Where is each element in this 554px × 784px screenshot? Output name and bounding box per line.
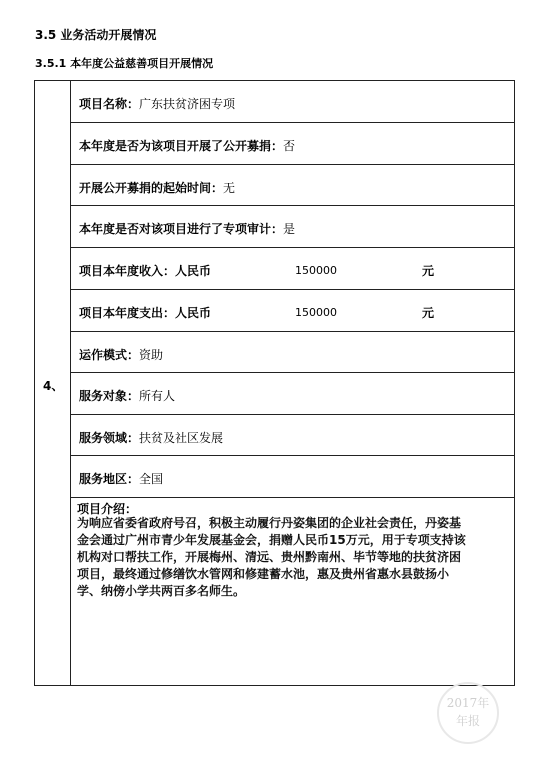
expense-label: 项目本年度支出：人民币 — [79, 306, 212, 320]
public-fundraising-value: 否 — [283, 139, 296, 153]
row-public-fundraising — [71, 123, 514, 165]
operation-mode-label: 运作模式： — [79, 348, 140, 362]
income-amount: 150000 — [295, 264, 337, 277]
row-project-name — [71, 81, 514, 123]
row-special-audit — [71, 206, 514, 248]
row-service-target — [71, 373, 514, 415]
annual-report-stamp — [437, 682, 499, 744]
special-audit-label: 本年度是否对该项目进行了专项审计： — [79, 222, 284, 236]
project-table — [34, 80, 515, 686]
service-field-label: 服务领域： — [79, 431, 140, 445]
row-service-area — [71, 456, 514, 498]
income-unit: 元 — [422, 264, 435, 278]
subsection-heading: 3.5.1 本年度公益慈善项目开展情况 — [35, 57, 214, 70]
row-operation-mode — [71, 332, 514, 373]
income-label: 项目本年度收入：人民币 — [79, 264, 212, 278]
project-intro-section — [71, 498, 514, 685]
project-intro-text: 为响应省委省政府号召，积极主动履行丹姿集团的企业社会责任，丹姿基金会通过广州市青少年发展基金会，捐赠人民币15万元，用于专项支持该机构对口帮扶工作，开展梅州、清远、贵州黔南州、毕节等地的扶贫济困项目，最终通过修缮饮水管网和修建蓄水池，惠及贵州省惠水县鼓扬小学、纳傍小学共两百多名师生。 — [77, 516, 466, 598]
row-service-field — [71, 415, 514, 456]
section-heading: 3.5 业务活动开展情况 — [35, 28, 157, 42]
project-name-label: 项目名称： — [79, 97, 140, 111]
service-field-value: 扶贫及社区发展 — [139, 431, 224, 445]
special-audit-value: 是 — [283, 222, 296, 236]
service-target-value: 所有人 — [139, 389, 176, 403]
operation-mode-value: 资助 — [139, 348, 164, 362]
expense-amount: 150000 — [295, 306, 337, 319]
fundraising-start-value: 无 — [223, 181, 236, 195]
service-target-label: 服务对象： — [79, 389, 140, 403]
service-area-value: 全国 — [139, 472, 164, 486]
row-income — [71, 248, 514, 290]
row-fundraising-start — [71, 165, 514, 206]
row-expense — [71, 290, 514, 332]
stamp-year-text: 2017年 — [446, 696, 490, 710]
project-name-value: 广东扶贫济困专项 — [139, 97, 236, 111]
expense-unit: 元 — [422, 306, 435, 320]
project-intro-label: 项目介绍： — [77, 502, 138, 516]
service-area-label: 服务地区： — [79, 472, 140, 486]
item-number: 4、 — [43, 379, 64, 393]
item-number-column — [35, 81, 71, 685]
stamp-report-text: 年报 — [455, 714, 480, 728]
fundraising-start-label: 开展公开募捐的起始时间： — [79, 181, 224, 195]
public-fundraising-label: 本年度是否为该项目开展了公开募捐： — [79, 139, 284, 153]
